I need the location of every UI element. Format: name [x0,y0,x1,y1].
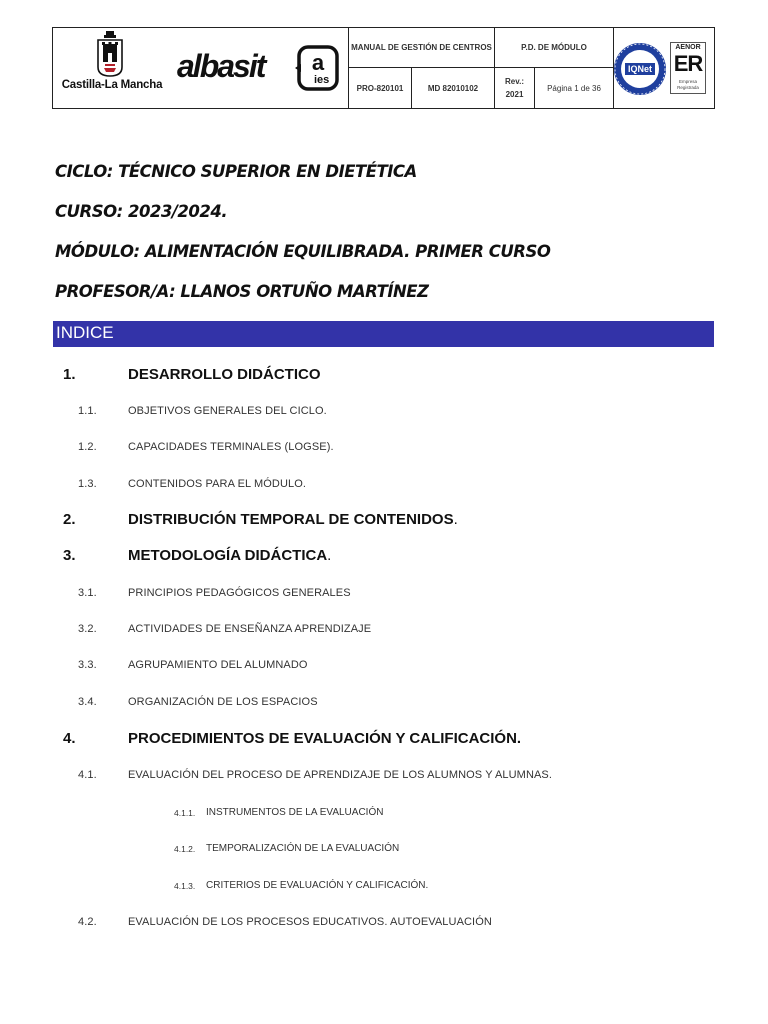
toc-text: PRINCIPIOS PEDAGÓGICOS GENERALES [128,587,351,599]
albasit-ies-logo [177,40,349,96]
md-code-cell: MD 82010102 [427,83,479,93]
pd-modulo-cell: P.D. DE MÓDULO [521,43,587,52]
toc-number: 1.1. [78,405,97,417]
toc-text: CRITERIOS DE EVALUACIÓN Y CALIFICACIÓN. [206,880,429,891]
profesor-title: PROFESOR/A: LLANOS ORTUÑO MARTÍNEZ [55,282,429,301]
ciclo-title: CICLO: TÉCNICO SUPERIOR EN DIETÉTICA [55,162,417,181]
toc-text: METODOLOGÍA DIDÁCTICA [128,547,328,564]
toc-text: INSTRUMENTOS DE LA EVALUACIÓN [206,807,384,818]
toc-number: 3.2. [78,623,97,635]
toc-text: EVALUACIÓN DEL PROCESO DE APRENDIZAJE DE LOS ALUMNOS Y ALUMNAS. [128,769,553,781]
toc-text: CONTENIDOS PARA EL MÓDULO. [128,478,307,490]
clm-logo-text: Castilla-La Mancha [61,79,163,91]
svg-text:a: a [311,50,325,75]
toc-number: 4.1. [78,769,97,781]
toc-text: EVALUACIÓN DE LOS PROCESOS EDUCATIVOS. AUTOEVALUACIÓN [128,916,492,928]
toc-number: 4.2. [78,916,97,928]
indice-heading: INDICE [53,321,714,347]
toc-number: 2. [63,511,76,528]
toc-number: 1. [63,366,76,383]
toc-number: 3.4. [78,696,97,708]
toc-text: OBJETIVOS GENERALES DEL CICLO. [128,405,327,417]
toc-text: DISTRIBUCIÓN TEMPORAL DE CONTENIDOS [128,511,454,528]
toc-suffix: . [327,547,332,564]
toc-number: 3.1. [78,587,97,599]
toc-number: 1.3. [78,478,97,490]
toc-number: 1.2. [78,441,97,453]
aenor-text: AENOR [675,44,701,51]
toc-text: PROCEDIMIENTOS DE EVALUACIÓN Y CALIFICACIÓN. [128,730,522,747]
clm-castle-icon [95,31,125,77]
modulo-title: MÓDULO: ALIMENTACIÓN EQUILIBRADA. PRIMER CURSO [55,242,551,261]
revision-cell: Rev.: 2021 [505,77,524,99]
toc-number: 3.3. [78,659,97,671]
toc-number: 4.1.2. [174,844,196,854]
aenor-subtext: Empresa Registrada [677,79,699,90]
toc-text: ACTIVIDADES DE ENSEÑANZA APRENDIZAJE [128,623,372,635]
document-header [52,27,715,109]
aenor-er-logo [670,42,706,94]
toc-number: 4.1.3. [174,881,196,891]
page-number-cell: Página 1 de 36 [547,83,601,93]
ies-logo-text: ies [314,74,330,86]
toc-text: ORGANIZACIÓN DE LOS ESPACIOS [128,696,318,708]
er-text: ER [673,51,703,76]
toc-number: 4.1.1. [174,808,196,818]
toc-number: 3. [63,547,76,564]
toc-text: CAPACIDADES TERMINALES (LOGSE). [128,441,334,453]
curso-title: CURSO: 2023/2024. [55,202,228,221]
manual-title-cell: MANUAL DE GESTIÓN DE CENTROS [351,43,492,52]
toc-text: TEMPORALIZACIÓN DE LA EVALUACIÓN [206,843,400,854]
pro-code-cell: PRO-820101 [356,83,404,93]
toc-suffix: . [453,511,458,528]
iqnet-certification-seal-icon [612,41,668,97]
toc-text: DESARROLLO DIDÁCTICO [128,366,321,383]
castilla-la-mancha-logo [53,28,169,108]
iqnet-text: IQNet [627,64,653,74]
toc-text: AGRUPAMIENTO DEL ALUMNADO [128,659,308,671]
albasit-logo-text: albasit [177,48,265,84]
toc-number: 4. [63,730,76,747]
